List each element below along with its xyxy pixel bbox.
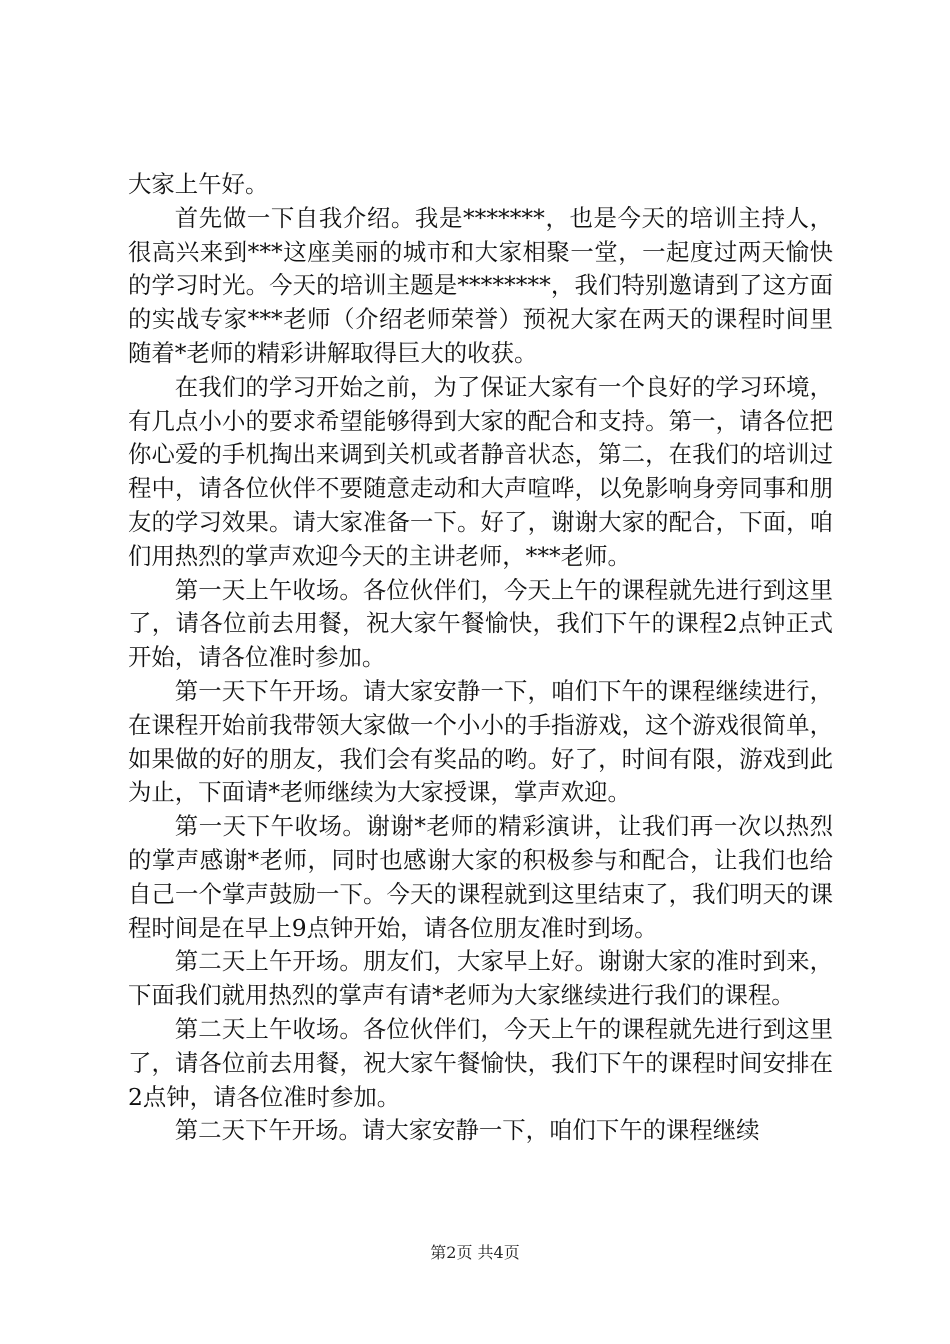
- document-body: [128, 168, 833, 1148]
- paragraph-day1-afternoon-close: 第一天下午收场。谢谢*老师的精彩演讲，让我们再一次以热烈的掌声感谢*老师，同时也感谢大家的积极参与和配合，让我们也给自己一个掌声鼓励一下。今天的课程就到这里结束了，我们明天的课程时间是在早上9点钟开始，请各位朋友准时到场。: [128, 812, 833, 942]
- paragraph-day2-morning-close: 第二天上午收场。各位伙伴们，今天上午的课程就先进行到这里了，请各位前去用餐，祝大家午餐愉快，我们下午的课程时间安排在2点钟，请各位准时参加。: [128, 1014, 833, 1111]
- paragraph-self-introduction: 首先做一下自我介绍。我是*******，也是今天的培训主持人，很高兴来到***这座美丽的城市和大家相聚一堂，一起度过两天愉快的学习时光。今天的培训主题是********，我们特别邀请到了这方面的实战专家***老师（介绍老师荣誉）预祝大家在两天的课程时间里随着*老师的精彩讲解取得巨大的收获。: [128, 203, 833, 367]
- paragraph-day1-morning-close: 第一天上午收场。各位伙伴们，今天上午的课程就先进行到这里了，请各位前去用餐，祝大家午餐愉快，我们下午的课程2点钟正式开始，请各位准时参加。: [128, 575, 833, 672]
- paragraph-day2-morning-open: 第二天上午开场。朋友们，大家早上好。谢谢大家的准时到来，下面我们就用热烈的掌声有请*老师为大家继续进行我们的课程。: [128, 947, 833, 1010]
- paragraph-rules: 在我们的学习开始之前，为了保证大家有一个良好的学习环境，有几点小小的要求希望能够得到大家的配合和支持。第一，请各位把你心爱的手机掏出来调到关机或者静音状态，第二，在我们的培训过程中，请各位伙伴不要随意走动和大声喧哗，以免影响身旁同事和朋友的学习效果。请大家准备一下。好了，谢谢大家的配合，下面，咱们用热烈的掌声欢迎今天的主讲老师，***老师。: [128, 372, 833, 570]
- paragraph-day1-afternoon-open: 第一天下午开场。请大家安静一下，咱们下午的课程继续进行，在课程开始前我带领大家做一个小小的手指游戏，这个游戏很简单，如果做的好的朋友，我们会有奖品的哟。好了，时间有限，游戏到此为止，下面请*老师继续为大家授课，掌声欢迎。: [128, 676, 833, 807]
- page-number-footer: 第2页 共4页: [430, 1243, 520, 1262]
- paragraph-greeting: 大家上午好。: [128, 170, 269, 198]
- paragraph-day2-afternoon-open: 第二天下午开场。请大家安静一下，咱们下午的课程继续: [174, 1116, 760, 1145]
